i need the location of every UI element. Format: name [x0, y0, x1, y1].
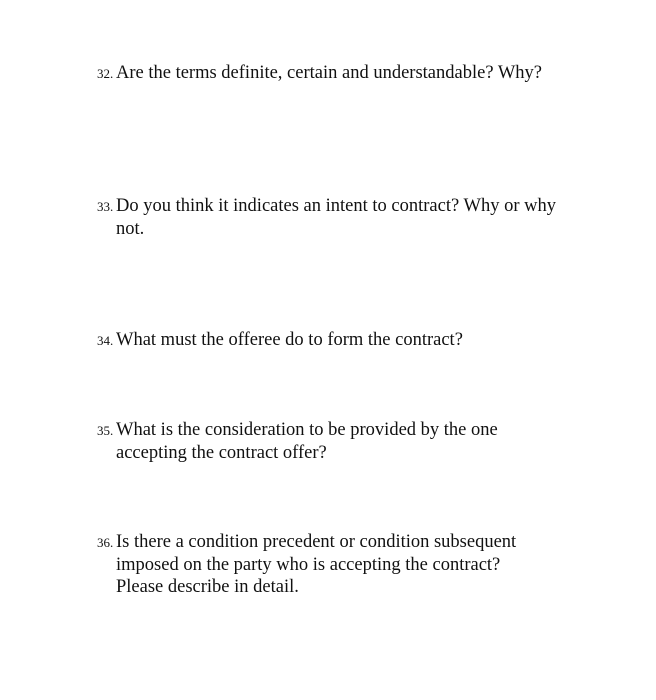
- question-line: Is there a condition precedent or condition subsequent: [116, 532, 517, 552]
- question-number: 35.: [97, 423, 114, 438]
- question-number: 33.: [97, 199, 114, 214]
- question-text: [116, 531, 596, 599]
- question-text: [116, 419, 596, 464]
- question-number: 34.: [97, 333, 114, 348]
- question-text: [116, 329, 596, 352]
- question-text: [116, 195, 596, 240]
- question-line: What is the consideration to be provided by the one: [116, 420, 498, 440]
- question-line: Are the terms definite, certain and understandable? Why?: [116, 63, 543, 83]
- question-text: [116, 62, 596, 85]
- question-number: 36.: [97, 535, 114, 550]
- question-line: Do you think it indicates an intent to contract? Why or why: [116, 196, 556, 216]
- question-line: not.: [116, 218, 145, 239]
- question-number: 32.: [97, 66, 114, 81]
- question-line: Please describe in detail.: [116, 577, 299, 597]
- question-line: accepting the contract offer?: [116, 442, 327, 463]
- question-line: imposed on the party who is accepting the contract?: [116, 554, 501, 575]
- question-line: What must the offeree do to form the contract?: [116, 330, 463, 350]
